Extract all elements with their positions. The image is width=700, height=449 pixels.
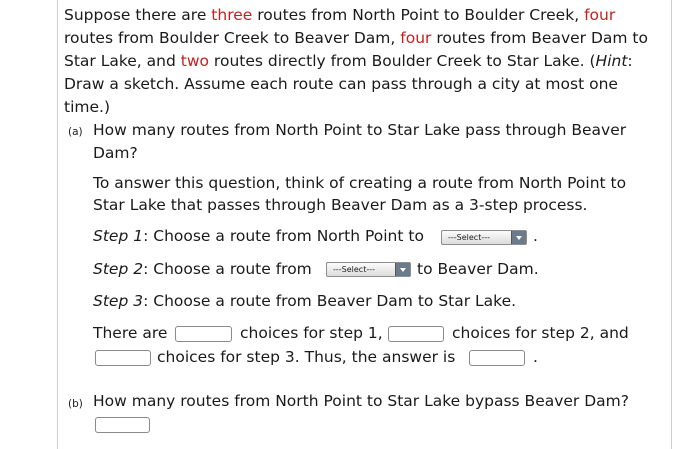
part-b-label: (b) [68, 398, 83, 410]
step3-text: : Choose a route from Beaver Dam to Star Lake. [143, 292, 517, 310]
number-highlight: four [584, 6, 616, 24]
step1-select-value: ---Select--- [448, 233, 490, 242]
text-segment: : Draw a sketch. Assume each route can pass through a city at most one time.) [64, 52, 633, 116]
step1-period: . [533, 227, 538, 245]
number-highlight: two [180, 52, 209, 70]
part-a-answer-input[interactable] [469, 350, 525, 366]
text-segment: routes directly from Boulder Creek to Star Lake. ( [209, 52, 596, 70]
text-segment: routes from Beaver Dam to Star Lake, and [64, 29, 648, 70]
step1-line [93, 226, 424, 246]
there-are-text: There are [93, 324, 168, 342]
step1-choices-input[interactable] [175, 326, 232, 342]
text-segment: routes from North Point to Boulder Creek, [252, 6, 585, 24]
part-b-answer-input[interactable] [95, 417, 150, 433]
step2-text: : Choose a route from [143, 260, 312, 278]
step2-choices-input[interactable] [388, 326, 444, 342]
step2-select[interactable] [326, 262, 411, 277]
step3-choices-input[interactable] [95, 350, 151, 366]
text-segment: Suppose there are [64, 6, 212, 24]
step2-end: to Beaver Dam. [417, 260, 539, 278]
step3-line [93, 291, 516, 311]
step2-label: Step 2 [93, 260, 144, 278]
problem-statement [64, 4, 664, 119]
step3-label: Step 3 [93, 292, 144, 310]
chevron-down-icon [395, 263, 410, 276]
intro-line1: To answer this question, think of creating a route from North Point to [93, 174, 627, 192]
intro-line2: Star Lake that passes through Beaver Dam as a 3-step process. [93, 196, 588, 214]
choices-step3-text: choices for step 3. Thus, the answer is [157, 348, 456, 366]
part-a-question-line1: How many routes from North Point to Star Lake pass through Beaver [93, 121, 627, 139]
step1-select[interactable] [441, 230, 527, 245]
choices-step1-text: choices for step 1, [240, 324, 383, 342]
hint-label: Hint [595, 52, 628, 70]
text-segment: routes from Boulder Creek to Beaver Dam, [64, 29, 401, 47]
part-a-question-line2: Dam? [93, 144, 138, 162]
part-a-label: (a) [68, 126, 83, 138]
number-highlight: four [400, 29, 432, 47]
answer-period: . [533, 348, 538, 366]
step1-text: : Choose a route from North Point to [143, 227, 424, 245]
number-highlight: three [211, 6, 253, 24]
chevron-down-icon [511, 231, 526, 244]
step2-select-value: ---Select--- [333, 265, 375, 274]
choices-step2-text: choices for step 2, and [452, 324, 629, 342]
part-b-question: How many routes from North Point to Star Lake bypass Beaver Dam? [93, 392, 629, 410]
step1-label: Step 1 [93, 227, 144, 245]
step2-line [93, 259, 312, 279]
